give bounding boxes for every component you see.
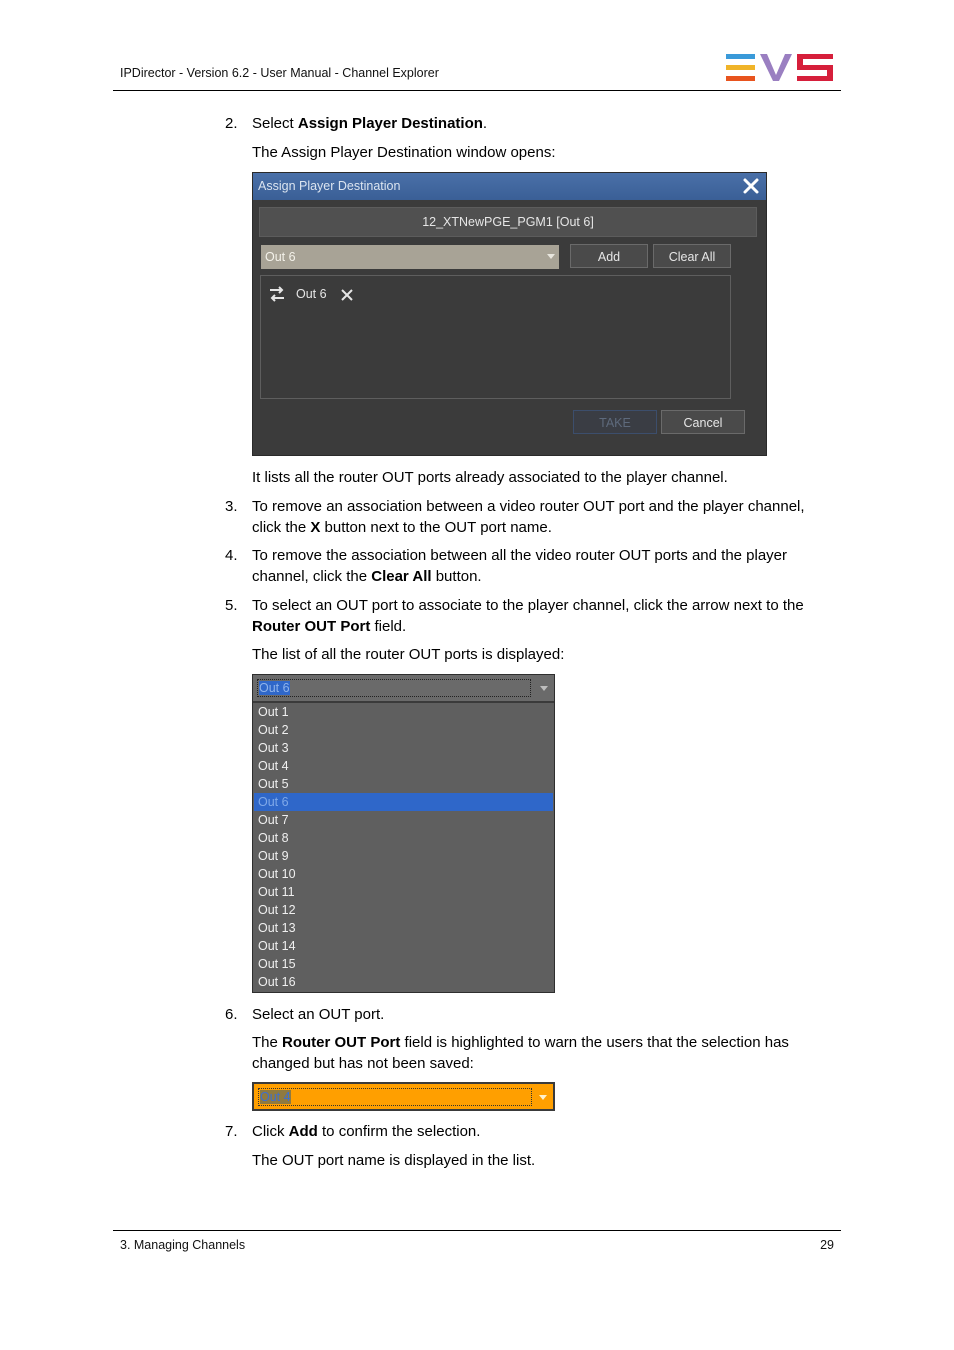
dropdown-option[interactable]: Out 14 [258, 939, 296, 953]
footer-section: 3. Managing Channels [120, 1238, 246, 1252]
chevron-down-icon[interactable] [539, 1095, 547, 1100]
dropdown-options [254, 703, 553, 991]
dropdown-field[interactable] [253, 675, 554, 703]
remove-x-icon[interactable] [341, 289, 353, 301]
header-rule [113, 90, 841, 91]
dialog-title-bar [253, 173, 766, 200]
highlighted-router-out-port-field[interactable] [252, 1082, 555, 1111]
page-number: 29 [820, 1238, 834, 1252]
dropdown-option[interactable]: Out 15 [258, 957, 296, 971]
clear-all-button[interactable]: Clear All [653, 244, 731, 268]
dropdown-option[interactable]: Out 8 [258, 831, 289, 845]
swap-arrows-icon [269, 286, 285, 302]
dropdown-option[interactable]: Out 3 [258, 741, 289, 755]
evs-logo [726, 53, 834, 83]
header-title: IPDirector - Version 6.2 - User Manual - Channel Explorer [120, 66, 439, 80]
dropdown-selected-value: Out 6 [259, 681, 290, 695]
dropdown-option[interactable]: Out 11 [258, 885, 295, 899]
dropdown-option[interactable]: Out 13 [258, 921, 296, 935]
channel-name-field: 12_XTNewPGE_PGM1 [Out 6] [259, 207, 757, 237]
dropdown-option[interactable]: Out 6 [254, 793, 553, 811]
dialog-title: Assign Player Destination [258, 179, 401, 193]
step-6-para: The Router OUT Port field is highlighted to warn the users that the selection has changed but has not been saved: [252, 1034, 789, 1072]
chevron-down-icon[interactable] [547, 254, 555, 259]
dropdown-option[interactable]: Out 4 [258, 759, 289, 773]
step-5-para: The list of all the router OUT ports is displayed: [252, 646, 565, 663]
router-out-port-select[interactable] [261, 245, 559, 269]
highlighted-field-value: Out 4 [260, 1090, 291, 1104]
dropdown-option[interactable]: Out 1 [258, 705, 289, 719]
router-out-port-value: Out 6 [265, 250, 296, 264]
destination-list [260, 275, 731, 399]
dropdown-option[interactable]: Out 7 [258, 813, 289, 827]
close-icon[interactable] [742, 177, 760, 195]
chevron-down-icon[interactable] [540, 686, 548, 691]
dropdown-option[interactable]: Out 12 [258, 903, 296, 917]
step-7-para: The OUT port name is displayed in the list. [252, 1152, 536, 1169]
router-out-port-dropdown [252, 674, 555, 993]
add-button[interactable]: Add [570, 244, 648, 268]
dropdown-option[interactable]: Out 5 [258, 777, 289, 791]
dropdown-option[interactable]: Out 10 [258, 867, 296, 881]
dropdown-option[interactable]: Out 9 [258, 849, 289, 863]
step-2-para: The Assign Player Destination window opens: [252, 144, 556, 161]
list-item-label: Out 6 [296, 287, 327, 301]
footer-rule [113, 1230, 841, 1231]
dropdown-option[interactable]: Out 16 [258, 975, 296, 989]
cancel-button[interactable]: Cancel [661, 410, 745, 434]
take-button[interactable]: TAKE [573, 410, 657, 434]
dropdown-option[interactable]: Out 2 [258, 723, 289, 737]
step-2-after: It lists all the router OUT ports already associated to the player channel. [252, 469, 728, 486]
assign-player-destination-dialog [252, 172, 767, 456]
